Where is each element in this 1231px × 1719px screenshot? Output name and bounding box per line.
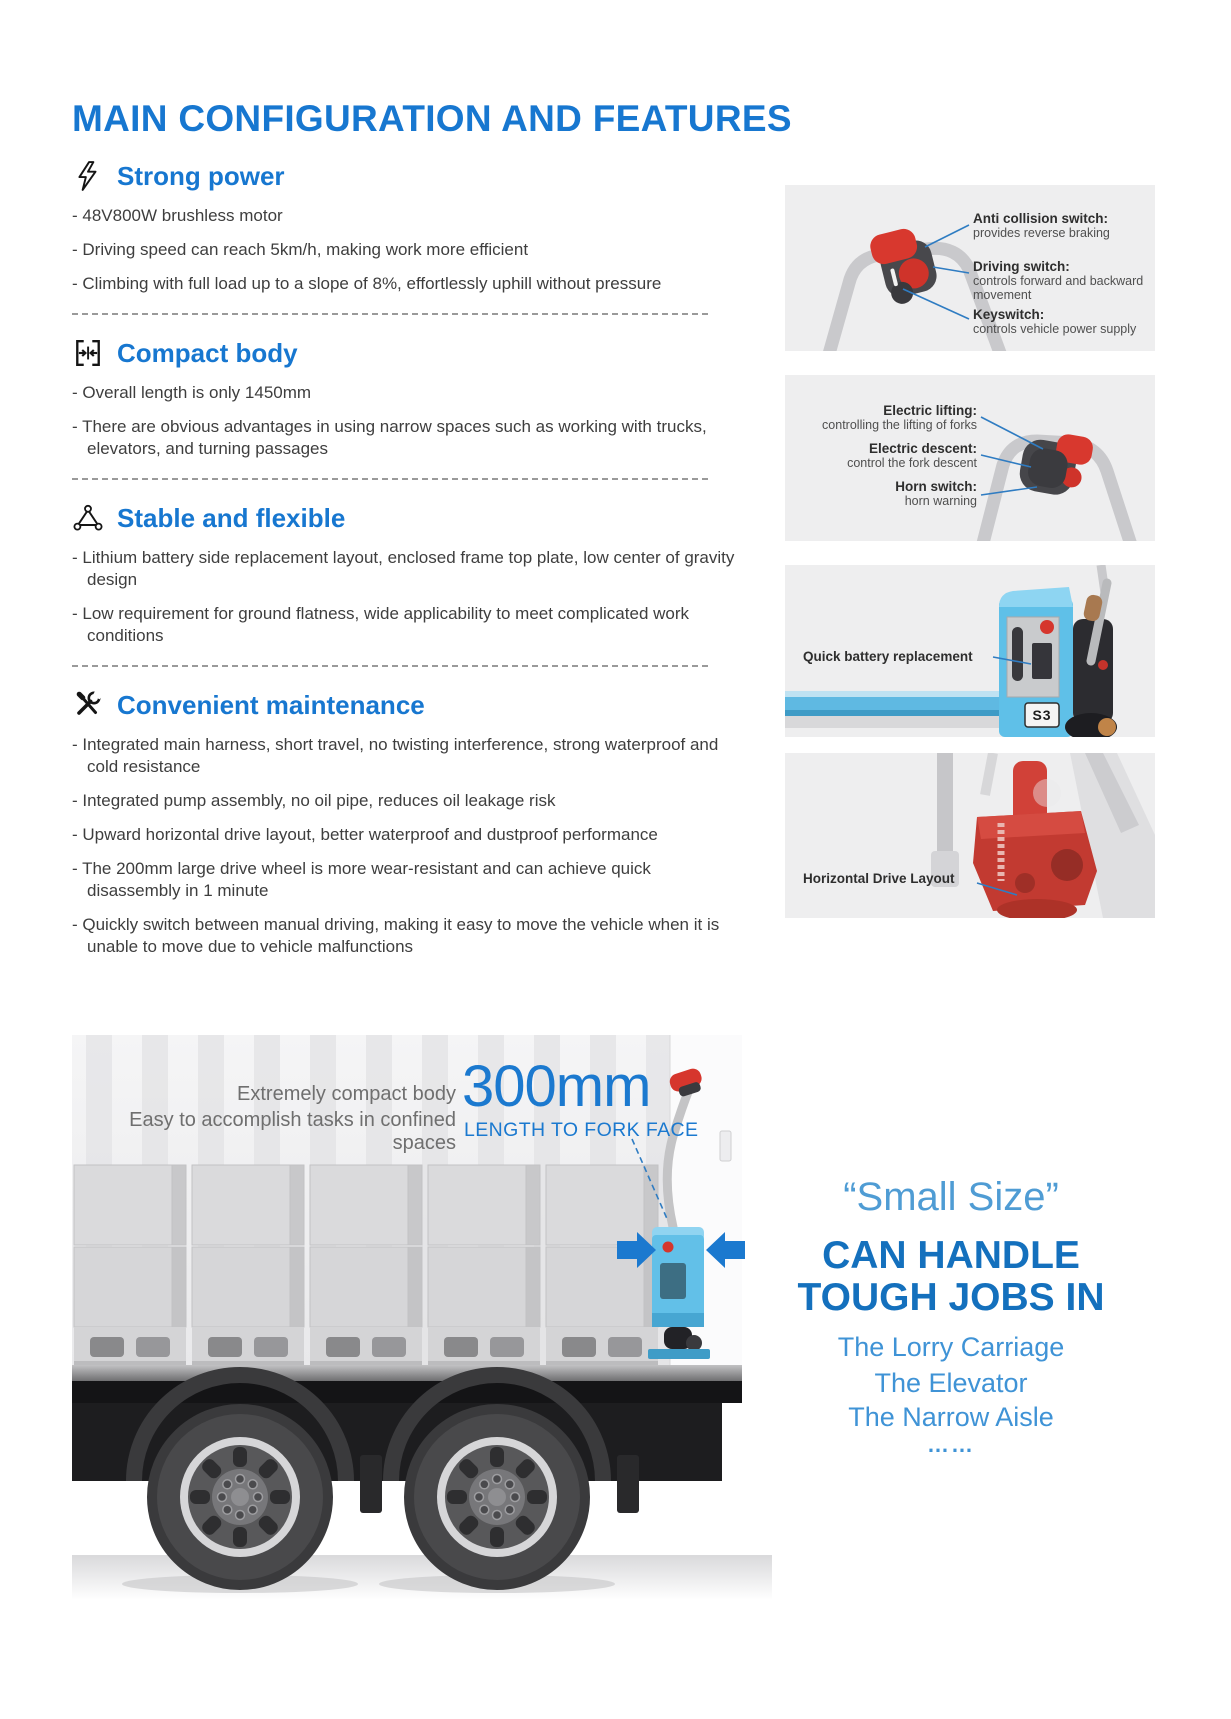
drive-unit-illustration	[785, 753, 1155, 918]
page-title: MAIN CONFIGURATION AND FEATURES	[72, 98, 792, 139]
callout-title: Electric descent:	[868, 441, 977, 456]
headline-bold-line2: TOUGH JOBS IN	[797, 1276, 1105, 1319]
application-scene	[72, 1035, 1160, 1600]
dimension-value: 300mm	[462, 1054, 651, 1119]
headline-bold-line1: CAN HANDLE	[822, 1234, 1080, 1277]
callout-keyswitch	[973, 307, 1153, 336]
compact-caption-line2: Easy to accomplish tasks in confined spaces	[129, 1109, 456, 1154]
callout-title: Driving switch:	[973, 259, 1070, 274]
section-heading: Stable and flexible	[117, 502, 346, 533]
panel-horizontal-drive	[785, 753, 1155, 918]
section-heading: Compact body	[117, 337, 298, 368]
use-case-item: The Elevator	[874, 1368, 1028, 1398]
panel-battery-replacement	[785, 565, 1155, 737]
callout-electric-descent	[785, 441, 977, 470]
compact-caption-line1: Extremely compact body	[237, 1083, 456, 1105]
callout-desc: controls vehicle power supply	[973, 322, 1137, 337]
section-stable-flexible	[72, 502, 742, 647]
callout-desc: provides reverse braking	[973, 226, 1110, 241]
callout-electric-lifting	[785, 403, 977, 432]
section-header	[72, 337, 742, 369]
callout-battery	[803, 649, 993, 664]
callout-title: Electric lifting:	[883, 403, 977, 418]
feature-bullet: - Lithium battery side replacement layout, enclosed frame top plate, low center of gravity design	[72, 548, 735, 589]
feature-bullet: - Climbing with full load up to a slope of 8%, effortlessly uphill without pressure	[72, 274, 662, 293]
panel-handle-switches	[785, 185, 1155, 351]
callout-driving-switch	[973, 259, 1153, 302]
compress-icon	[72, 337, 104, 369]
section-header	[72, 689, 742, 721]
section-heading: Convenient maintenance	[117, 689, 425, 720]
section-heading: Strong power	[117, 160, 285, 191]
use-case-item: The Narrow Aisle	[848, 1402, 1054, 1432]
s3-logo: S3	[1032, 707, 1052, 723]
callout-anti-collision	[973, 211, 1153, 240]
illustration-column	[785, 185, 1155, 918]
callout-desc: controls forward and backward movement	[973, 274, 1144, 303]
panel-lift-switches	[785, 375, 1155, 541]
section-convenient-maintenance	[72, 689, 742, 958]
callout-title: Quick battery replacement	[803, 649, 973, 664]
features-column	[72, 160, 742, 970]
tools-icon	[72, 689, 104, 721]
feature-bullet: - Upward horizontal drive layout, better waterproof and dustproof performance	[72, 825, 658, 844]
feature-bullet: - 48V800W brushless motor	[72, 206, 283, 225]
feature-bullet: - Low requirement for ground flatness, wide applicability to meet complicated work conditions	[72, 604, 690, 645]
dashed-divider	[72, 478, 708, 480]
stability-icon	[72, 502, 104, 534]
callout-drive-layout	[803, 871, 983, 886]
callout-desc: controlling the lifting of forks	[822, 418, 977, 433]
feature-bullet: - There are obvious advantages in using narrow spaces such as working with trucks, elevators, and turning passages	[72, 417, 707, 458]
headline-quote: “Small Size”	[843, 1175, 1059, 1219]
feature-bullet: - Driving speed can reach 5km/h, making work more efficient	[72, 240, 529, 259]
callout-title: Horizontal Drive Layout	[803, 871, 955, 886]
dashed-divider	[72, 313, 708, 315]
callout-desc: horn warning	[904, 494, 977, 509]
feature-bullet: - Overall length is only 1450mm	[72, 383, 312, 402]
callout-title: Horn switch:	[895, 479, 977, 494]
use-case-item: The Lorry Carriage	[837, 1332, 1065, 1362]
feature-bullet: - Integrated pump assembly, no oil pipe, reduces oil leakage risk	[72, 791, 556, 810]
feature-bullet: - The 200mm large drive wheel is more wear-resistant and can achieve quick disassembly in 1 minute	[72, 859, 651, 900]
dimension-label: LENGTH TO FORK FACE	[464, 1119, 699, 1141]
lightning-icon	[72, 160, 104, 192]
ellipsis-text: ……	[927, 1432, 975, 1457]
callout-desc: control the fork descent	[847, 456, 977, 471]
section-strong-power	[72, 160, 742, 295]
section-header	[72, 502, 742, 534]
section-compact-body	[72, 337, 742, 460]
callout-title: Anti collision switch:	[973, 211, 1109, 226]
feature-bullet: - Quickly switch between manual driving, making it easy to move the vehicle when it is unable to move due to vehicle malfunctions	[72, 915, 720, 956]
callout-title: Keyswitch:	[973, 307, 1045, 322]
section-header	[72, 160, 742, 192]
feature-bullet: - Integrated main harness, short travel, no twisting interference, strong waterproof and cold resistance	[72, 735, 719, 776]
dashed-divider	[72, 665, 708, 667]
callout-horn-switch	[785, 479, 977, 508]
